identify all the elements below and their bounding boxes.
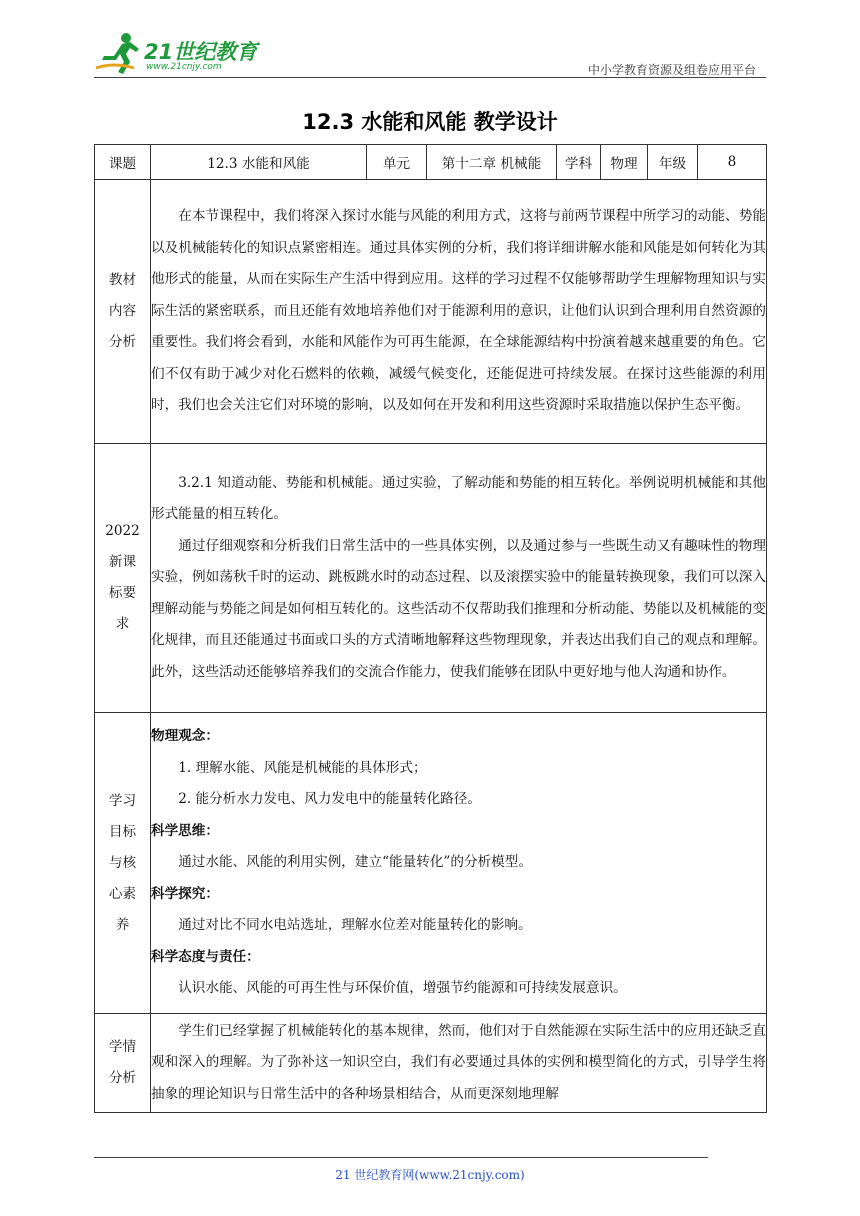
standards-paragraph-1: 3.2.1 知道动能、势能和机械能。通过实验，了解动能和势能的相互转化。举例说明机械能和其他形式能量的相互转化。: [151, 474, 766, 523]
content-analysis-label: 教材 内容 分析: [95, 180, 151, 444]
concept-item-1: 1. 理解水能、风能是机械能的具体形式；: [178, 759, 427, 776]
thinking-text: 通过水能、风能的利用实例，建立“能量转化”的分析模型。: [178, 854, 532, 871]
unit-label: 单元: [367, 145, 427, 180]
learner-analysis-row: [95, 1014, 767, 1113]
document-title: 12.3 水能和风能 教学设计: [302, 110, 558, 134]
goals-row: [95, 713, 767, 1014]
header-divider: [94, 77, 766, 78]
course-value: 12.3 水能和风能: [151, 145, 367, 180]
inquiry-heading: 科学探究：: [151, 885, 219, 902]
logo-url: www.21cnjy.com: [146, 62, 222, 72]
content-analysis-cell: [151, 180, 767, 444]
grade-value: 8: [698, 145, 767, 180]
standards-paragraph-2: 通过仔细观察和分析我们日常生活中的一些具体实例，以及通过参与一些既生动又有趣味性的物理实验，例如荡秋千时的运动、跳板跳水时的动态过程、以及滚摆实验中的能量转换现象，我们可以深入理解动能与势能之间是如何相互转化的。这些活动不仅帮助我们推理和分析动能、势能以及机械能的变化规律，而且还能通过书面或口头的方式清晰地解释这些物理现象，并表达出我们自己的观点和理解。此外，这些活动还能够培养我们的交流合作能力，使我们能够在团队中更好地与他人沟通和协作。: [151, 537, 766, 680]
content-analysis-text: 在本节课程中，我们将深入探讨水能与风能的利用方式，这将与前两节课程中所学习的动能、势能以及机械能转化的知识点紧密相连。通过具体实例的分析，我们将详细讲解水能和风能是如何转化为其他形式的能量，从而在实际生产生活中得到应用。这样的学习过程不仅能够帮助学生理解物理知识与实际生活的紧密联系，而且还能有效地培养他们对于能源利用的意识，让他们认识到合理利用自然资源的重要性。我们将会看到，水能和风能作为可再生能源，在全球能源结构中扮演着越来越重要的角色。它们不仅有助于减少对化石燃料的依赖，减缓气候变化，还能促进可持续发展。在探讨这些能源的利用时，我们也会关注它们对环境的影响，以及如何在开发和利用这些资源时采取措施以保护生态平衡。: [151, 208, 766, 414]
concept-item-2: 2. 能分析水力发电、风力发电中的能量转化路径。: [178, 791, 481, 808]
footer-divider: [94, 1157, 708, 1158]
content-analysis-row: [95, 180, 767, 444]
runner-logo-icon: [94, 32, 142, 76]
logo-text: 21世纪教育: [144, 40, 258, 64]
page-header: [0, 0, 860, 90]
course-label: 课题: [95, 145, 151, 180]
standards-label: 2022 新课 标要 求: [95, 444, 151, 713]
goals-cell: [151, 713, 767, 1014]
subject-label: 学科: [557, 145, 601, 180]
attitude-heading: 科学态度与责任：: [151, 948, 260, 965]
goals-label: 学习 目标 与核 心素 养: [95, 713, 151, 1014]
lesson-plan-table: [94, 144, 767, 1113]
learner-analysis-cell: [151, 1014, 767, 1113]
grade-label: 年级: [648, 145, 698, 180]
meta-row: [95, 145, 767, 180]
concept-heading: 物理观念：: [151, 728, 219, 745]
logo: [94, 32, 274, 78]
platform-name: 中小学教育资源及组卷应用平台: [587, 63, 756, 77]
inquiry-text: 通过对比不同水电站选址，理解水位差对能量转化的影响。: [178, 917, 532, 934]
standards-cell: [151, 444, 767, 713]
standards-row: [95, 444, 767, 713]
learner-analysis-text: 学生们已经掌握了机械能转化的基本规律，然而，他们对于自然能源在实际生活中的应用还缺乏直观和深入的理解。为了弥补这一知识空白，我们有必要通过具体的实例和模型简化的方式，引导学生将抽象的理论知识与日常生活中的各种场景相结合，从而更深刻地理解: [151, 1022, 766, 1102]
learner-analysis-label: 学情 分析: [95, 1014, 151, 1113]
attitude-text: 认识水能、风能的可再生性与环保价值，增强节约能源和可持续发展意识。: [178, 980, 627, 997]
thinking-heading: 科学思维：: [151, 822, 219, 839]
subject-value: 物理: [601, 145, 648, 180]
unit-value: 第十二章 机械能: [427, 145, 557, 180]
footer-link[interactable]: 21 世纪教育网(www.21cnjy.com): [335, 1168, 525, 1182]
